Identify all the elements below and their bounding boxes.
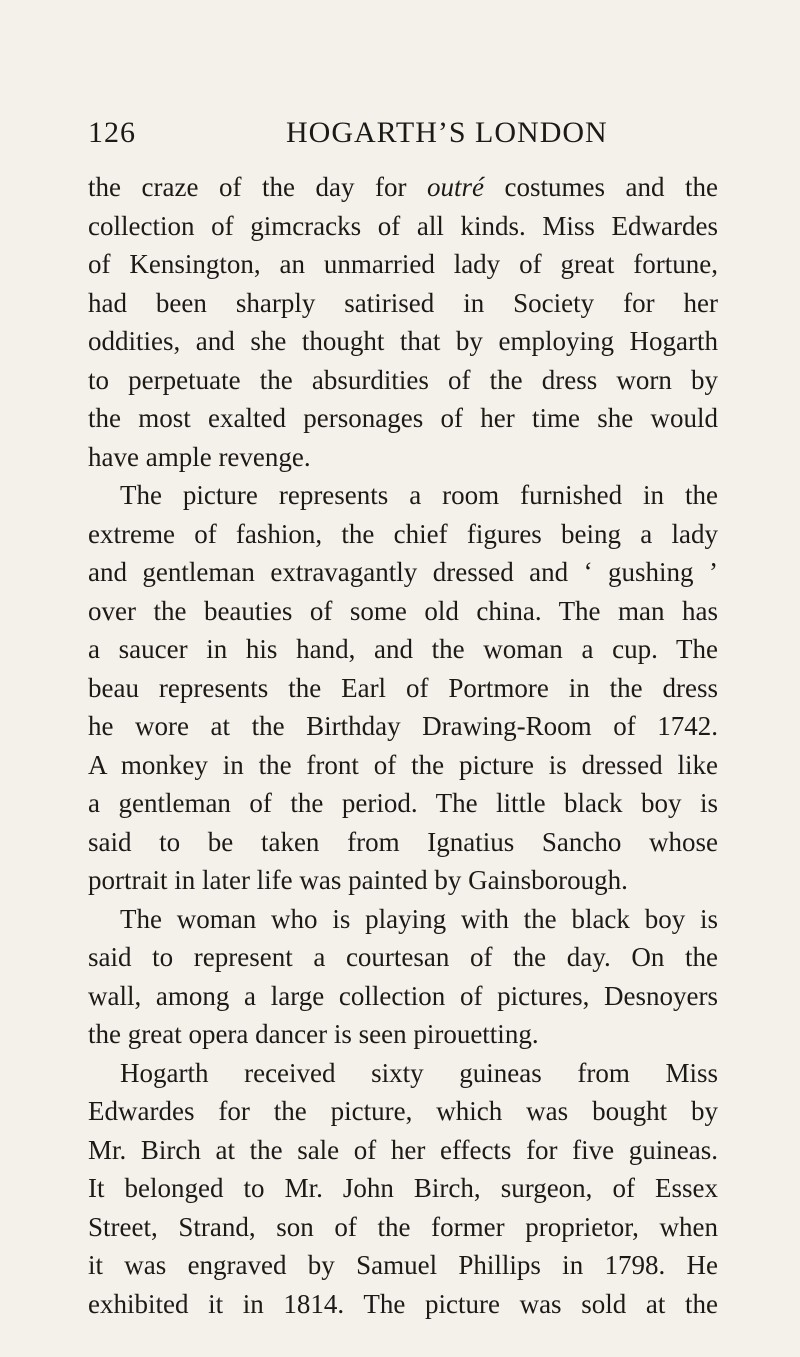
- text-line: over the beauties of some old china. The man has: [88, 595, 718, 626]
- text-line: had been sharply satirised in Society for her: [88, 287, 718, 318]
- text-line: a saucer in his hand, and the woman a cup. The: [88, 634, 718, 664]
- text-line: It belonged to Mr. John Birch, surgeon, of Essex: [88, 1173, 718, 1203]
- text-line: have ample revenge.: [88, 441, 311, 472]
- text-line: Mr. Birch at the sale of her effects for five guineas.: [88, 1134, 718, 1165]
- text-line: The picture represents a room furnished in the: [120, 480, 718, 510]
- text-line: the craze of the day for outré costumes and the: [88, 172, 718, 202]
- text-line: Street, Strand, son of the former proprietor, when: [88, 1211, 718, 1242]
- text-line: oddities, and she thought that by employing Hogarth: [88, 326, 718, 356]
- text-line: Edwardes for the picture, which was bought by: [88, 1096, 718, 1126]
- text-line: Hogarth received sixty guineas from Miss: [120, 1057, 718, 1088]
- running-head: HOGARTH’S LONDON: [286, 116, 608, 149]
- text-line: it was engraved by Samuel Phillips in 1798. He: [88, 1250, 718, 1280]
- page-header: [88, 116, 718, 156]
- text-line: wall, among a large collection of pictures, Desnoyers: [88, 980, 718, 1011]
- text-line: exhibited it in 1814. The picture was sold at the: [88, 1288, 718, 1319]
- text-line: and gentleman extravagantly dressed and ‘ gushing ’: [88, 557, 718, 587]
- text-line: a gentleman of the period. The little black boy is: [88, 788, 718, 818]
- text-line: the great opera dancer is seen pirouetting.: [88, 1019, 539, 1049]
- text-line: collection of gimcracks of all kinds. Miss Edwardes: [88, 210, 718, 241]
- body-text: [88, 168, 718, 1323]
- text-line: the most exalted personages of her time she would: [88, 403, 718, 433]
- text-line: said to be taken from Ignatius Sancho whose: [88, 826, 718, 857]
- text-line: said to represent a courtesan of the day. On the: [88, 942, 718, 972]
- text-line: of Kensington, an unmarried lady of great fortune,: [88, 249, 718, 279]
- text-line: portrait in later life was painted by Gainsborough.: [88, 865, 628, 895]
- text-line: extreme of fashion, the chief figures being a lady: [88, 518, 718, 549]
- page-number: 126: [88, 116, 136, 149]
- text-line: A monkey in the front of the picture is dressed like: [88, 749, 718, 780]
- text-line: to perpetuate the absurdities of the dress worn by: [88, 364, 718, 395]
- text-line: The woman who is playing with the black boy is: [120, 903, 718, 934]
- text-line: beau represents the Earl of Portmore in the dress: [88, 672, 718, 703]
- text-line: he wore at the Birthday Drawing-Room of 1742.: [88, 711, 718, 741]
